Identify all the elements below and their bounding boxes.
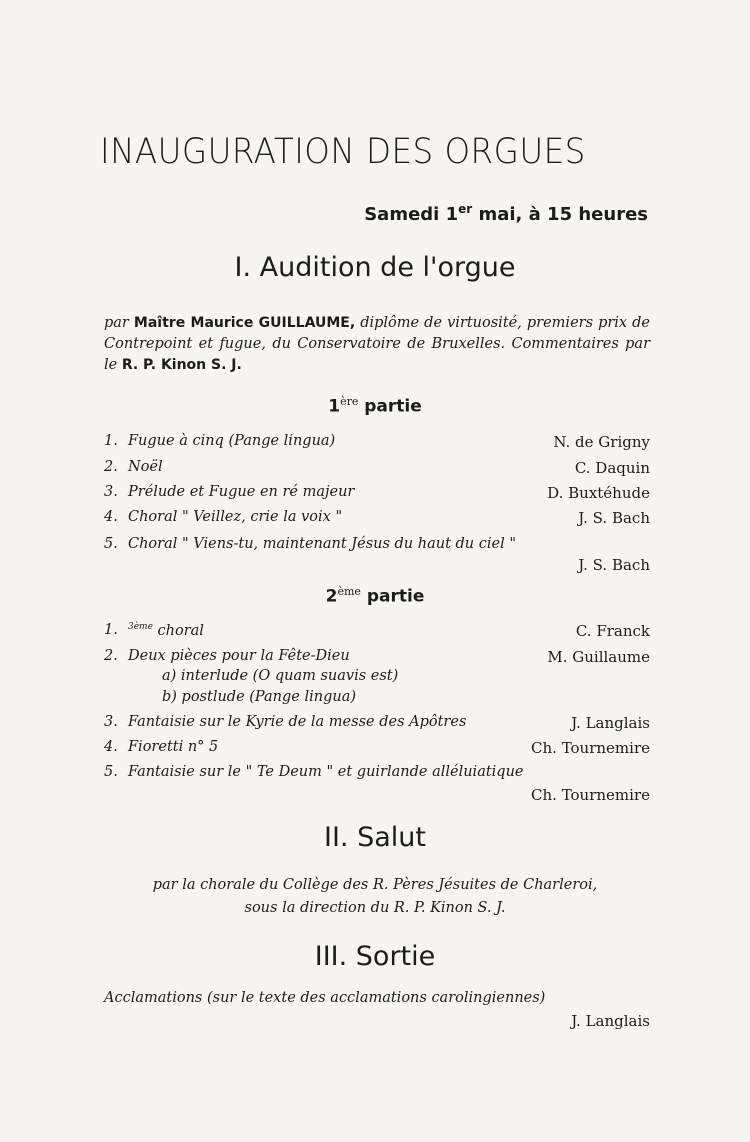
program-item xyxy=(104,622,650,646)
item-composer: C. Franck xyxy=(575,622,650,640)
item-work: Choral " Viens-tu, maintenant Jésus du haut du ciel " xyxy=(128,536,516,552)
program-item xyxy=(104,714,650,738)
item-composer: J. S. Bach xyxy=(578,509,650,527)
program-title: INAUGURATION DES ORGUES xyxy=(100,132,586,172)
item-composer: D. Buxtéhude xyxy=(547,484,650,502)
item-number: 2. xyxy=(104,459,118,475)
item-work-text: choral xyxy=(152,622,204,639)
item-work xyxy=(128,622,204,639)
program-item xyxy=(104,764,650,810)
item-work: Acclamations (sur le texte des acclamations carolingiennes) xyxy=(104,990,546,1006)
program-item xyxy=(104,433,650,457)
part2-word: partie xyxy=(360,586,425,607)
date-ordinal: er xyxy=(458,202,473,216)
program-item xyxy=(104,484,650,508)
part1-number: 1 xyxy=(328,396,341,417)
item-work: Fugue à cinq (Pange lingua) xyxy=(128,433,336,449)
program-item xyxy=(104,990,650,1036)
program-item xyxy=(104,648,650,708)
intro-par: par xyxy=(104,315,134,331)
program-item xyxy=(104,459,650,483)
item-work: Fioretti n° 5 xyxy=(128,739,219,755)
date-time: mai, à 15 heures xyxy=(472,204,648,225)
item-composer: J. S. Bach xyxy=(578,556,650,574)
section-salut-heading: II. Salut xyxy=(324,822,426,853)
performer-credentials: diplôme de virtuosité, premiers prix de Contrepoint et fugue, du Conservatoire de Bruxelles. Commentaires par le xyxy=(104,315,651,373)
section-sortie-heading: III. Sortie xyxy=(314,941,436,972)
section-audition-heading: I. Audition de l'orgue xyxy=(234,252,516,283)
item-number: 3. xyxy=(104,714,118,730)
item-work: Prélude et Fugue en ré majeur xyxy=(128,484,355,500)
event-date xyxy=(364,202,648,225)
item-composer: Ch. Tournemire xyxy=(531,739,650,757)
program-item xyxy=(104,739,650,763)
item-composer: J. Langlais xyxy=(571,714,650,732)
item-work: Deux pièces pour la Fête-Dieu xyxy=(128,648,350,664)
salut-line-1: par la chorale du Collège des R. Pères Jésuites de Charleroi, xyxy=(152,877,598,893)
audition-intro xyxy=(104,313,650,376)
part2-number: 2 xyxy=(325,586,338,607)
item-composer: C. Daquin xyxy=(574,459,650,477)
salut-line-2: sous la direction du R. P. Kinon S. J. xyxy=(244,900,506,916)
program-item xyxy=(104,509,650,533)
item-number: 1. xyxy=(104,622,118,638)
part1-word: partie xyxy=(358,396,422,417)
item-work: Fantaisie sur le Kyrie de la messe des Apôtres xyxy=(128,714,467,730)
performer-name: Maître Maurice GUILLAUME, xyxy=(133,315,356,331)
item-ordinal: 3ème xyxy=(128,622,153,632)
item-work: Noël xyxy=(128,459,163,475)
item-composer: N. de Grigny xyxy=(553,433,650,451)
part2-heading xyxy=(0,585,750,607)
commentator-name: R. P. Kinon S. J. xyxy=(121,357,242,373)
part1-ordinal: ère xyxy=(340,395,359,408)
item-number: 3. xyxy=(104,484,118,500)
date-day: Samedi 1 xyxy=(364,204,459,225)
item-number: 4. xyxy=(104,509,118,525)
item-work: Fantaisie sur le " Te Deum " et guirlande alléluiatique xyxy=(128,764,524,780)
item-composer: M. Guillaume xyxy=(547,648,650,666)
item-work: Choral " Veillez, crie la voix " xyxy=(128,509,343,525)
part2-ordinal: ème xyxy=(337,585,361,598)
item-subpiece: a) interlude (O quam suavis est) xyxy=(162,668,399,684)
item-subpiece: b) postlude (Pange lingua) xyxy=(162,689,357,705)
item-number: 1. xyxy=(104,433,118,449)
part1-heading xyxy=(0,395,750,417)
item-composer: J. Langlais xyxy=(571,1012,650,1030)
program-item xyxy=(104,536,650,582)
item-number: 2. xyxy=(104,648,118,664)
item-number: 4. xyxy=(104,739,118,755)
item-number: 5. xyxy=(104,764,118,780)
item-number: 5. xyxy=(104,536,118,552)
item-composer: Ch. Tournemire xyxy=(531,786,650,804)
